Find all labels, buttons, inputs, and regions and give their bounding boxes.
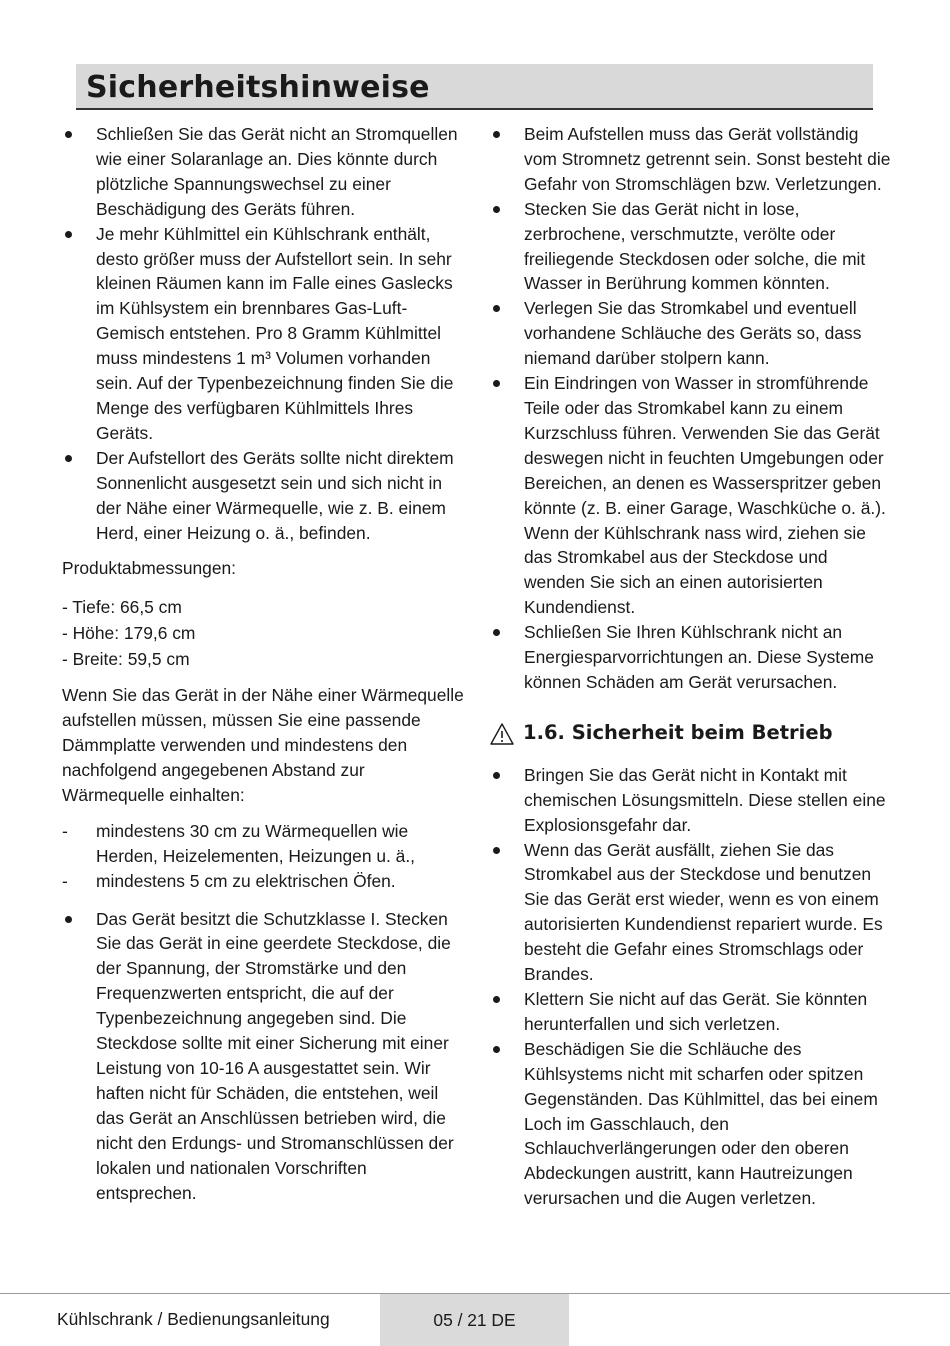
dimension-item: - Tiefe: 66,5 cm [62, 597, 182, 618]
list-item: Verlegen Sie das Stromkabel und eventuell vorhandene Schläuche des Geräts so, dass niemand darüber stolpern kann. [490, 296, 892, 371]
list-item: Der Aufstellort des Geräts sollte nicht direktem Sonnenlicht ausgesetzt sein und sich nicht in der Nähe einer Wärmequelle, wie z. B. einem Herd, einer Heizung o. ä., befinden. [62, 446, 466, 546]
list-item: Das Gerät besitzt die Schutzklasse I. Stecken Sie das Gerät in eine geerdete Steckdose, die der Spannung, der Stromstärke und den Frequenzwerten entspricht, die auf der Typenbezeichnung angegeben sind. Die Steckdose sollte mit einer Sicherung mit einer Leistung von 10-16 A ausgestattet sein. Wir haften nicht für Schäden, die entstehen, weil das Gerät an Anschlüssen betrieben wird, die nicht den Erdungs- und Stromanschlüssen der lokalen und nationalen Vorschriften entsprechen. [62, 907, 466, 1206]
list-item: Stecken Sie das Gerät nicht in lose, zerbrochene, verschmutzte, verölte oder freiliegende Steckdosen oder solche, die mit Wasser in Berührung kommen könnten. [490, 197, 892, 297]
distance-item: - mindestens 5 cm zu elektrischen Öfen. [62, 869, 466, 894]
list-item: Ein Eindringen von Wasser in stromführende Teile oder das Stromkabel kann zu einem Kurzschluss führen. Verwenden Sie das Gerät deswegen nicht in feuchten Umgebungen oder Bereichen, an denen es Wasserspritzer geben könnte (z. B. einer Garage, Waschküche o. ä.). Wenn der Kühlschrank nass wird, ziehen sie das Stromkabel aus der Steckdose und wenden Sie sich an einen autorisierten Kundendienst. [490, 371, 892, 620]
dimensions-heading: Produktabmessungen: [62, 558, 237, 579]
distance-list [62, 819, 466, 894]
bullet-list-right-1 [490, 122, 892, 695]
bullet-list-left-2 [62, 907, 466, 1206]
list-item: Schließen Sie das Gerät nicht an Stromquellen wie einer Solaranlage an. Dies könnte durch plötzliche Spannungswechsel zu einer Beschädigung des Geräts führen. [62, 122, 466, 222]
page-title: Sicherheitshinweise [86, 70, 430, 105]
warning-triangle-icon [490, 722, 514, 746]
list-item: Schließen Sie Ihren Kühlschrank nicht an Energiesparvorrichtungen an. Diese Systeme können Schäden am Gerät verursachen. [490, 620, 892, 695]
heat-paragraph: Wenn Sie das Gerät in der Nähe einer Wärmequelle aufstellen müssen, müssen Sie eine passende Dämmplatte verwenden und mindestens den nachfolgend angegebenen Abstand zur Wärmequelle einhalten: [62, 685, 464, 805]
distance-item: - mindestens 30 cm zu Wärmequellen wie Herden, Heizelementen, Heizungen u. ä., [62, 819, 466, 869]
list-item: Beim Aufstellen muss das Gerät vollständig vom Stromnetz getrennt sein. Sonst besteht die Gefahr von Stromschlägen bzw. Verletzungen. [490, 122, 892, 197]
dimensions-list [62, 594, 466, 672]
left-column [62, 122, 466, 1205]
footer-page-number: 05 / 21 DE [380, 1294, 569, 1346]
dimension-item: - Breite: 59,5 cm [62, 649, 190, 670]
list-item: Je mehr Kühlmittel ein Kühlschrank enthält, desto größer muss der Aufstellort sein. In sehr kleinen Räumen kann im Falle eines Gaslecks im Kühlsystem ein brennbares Gas-Luft-Gemisch entstehen. Pro 8 Gramm Kühlmittel muss mindestens 1 m³ Volumen vorhanden sein. Auf der Typenbezeichnung finden Sie die Menge des verfügbaren Kühlmittels Ihres Geräts. [62, 222, 466, 446]
list-item: Wenn das Gerät ausfällt, ziehen Sie das Stromkabel aus der Steckdose und benutzen Sie das Gerät erst wieder, wenn es von einem autorisierten Kundendienst repariert wurde. Es besteht die Gefahr eines Stromschlags oder Brandes. [490, 838, 892, 987]
bullet-list-left-1 [62, 122, 466, 545]
list-item: Klettern Sie nicht auf das Gerät. Sie könnten herunterfallen und sich verletzen. [490, 987, 892, 1037]
list-item: Beschädigen Sie die Schläuche des Kühlsystems nicht mit scharfen oder spitzen Gegenständen. Das Kühlmittel, das bei einem Loch im Gasschlauch, den Schlauchverlängerungen oder den oberen Abdeckungen austritt, kann Hautreizungen verursachen und die Augen verletzen. [490, 1037, 892, 1211]
right-column [490, 122, 892, 1211]
list-item: Bringen Sie das Gerät nicht in Kontakt mit chemischen Lösungsmitteln. Diese stellen eine Explosionsgefahr dar. [490, 763, 892, 838]
section-heading-text: 1.6. Sicherheit beim Betrieb [523, 721, 833, 745]
bullet-list-right-2 [490, 763, 892, 1211]
section-heading [490, 719, 892, 749]
dimension-item: - Höhe: 179,6 cm [62, 623, 196, 644]
title-bar [76, 64, 873, 110]
footer-manual-name: Kühlschrank / Bedienungsanleitung [57, 1309, 330, 1329]
